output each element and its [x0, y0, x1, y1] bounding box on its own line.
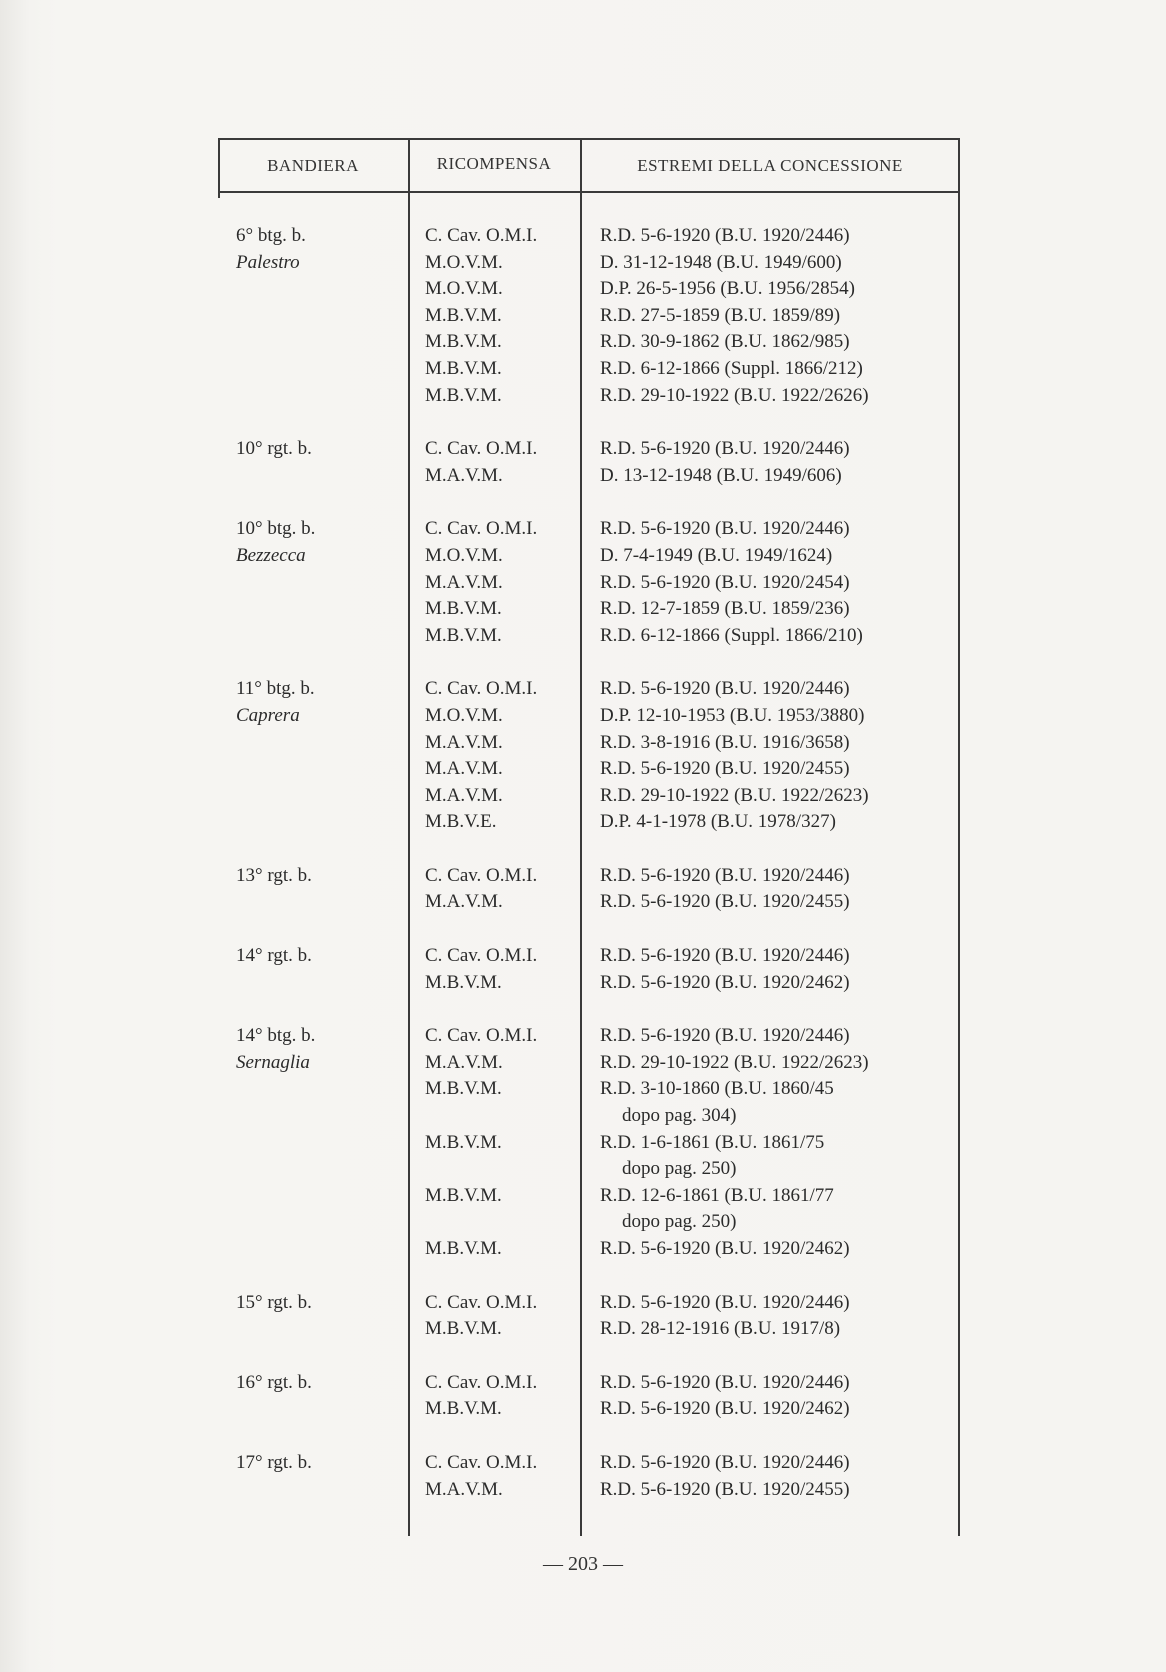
unit-name: Palestro: [236, 251, 300, 273]
reference-cell: R.D. 5-6-1920 (B.U. 1920/2454): [600, 571, 850, 593]
award-cell: M.B.V.M.: [425, 1398, 502, 1420]
table-row: [218, 383, 960, 410]
reference-cell: R.D. 6-12-1866 (Suppl. 1866/210): [600, 624, 863, 646]
reference-cell: R.D. 5-6-1920 (B.U. 1920/2446): [600, 864, 850, 886]
unit-label: 10° btg. b.: [236, 518, 316, 540]
reference-cell: R.D. 30-9-1862 (B.U. 1862/985): [600, 331, 850, 353]
award-cell: M.B.V.M.: [425, 331, 502, 353]
award-cell: M.B.V.M.: [425, 1131, 502, 1153]
award-cell: M.A.V.M.: [425, 731, 503, 753]
award-cell: M.O.V.M.: [425, 544, 503, 566]
table-row: [218, 1396, 960, 1423]
reference-cell-continuation: dopo pag. 250): [622, 1158, 737, 1180]
reference-cell: D. 7-4-1949 (B.U. 1949/1624): [600, 544, 833, 566]
unit-label: 16° rgt. b.: [236, 1371, 312, 1393]
unit-group: [218, 1450, 960, 1503]
reference-cell: R.D. 5-6-1920 (B.U. 1920/2446): [600, 1451, 850, 1473]
award-cell: M.O.V.M.: [425, 704, 503, 726]
award-cell: M.A.V.M.: [425, 464, 503, 486]
reference-cell: R.D. 3-8-1916 (B.U. 1916/3658): [600, 731, 850, 753]
award-cell: M.B.V.M.: [425, 1238, 502, 1259]
reference-cell: R.D. 5-6-1920 (B.U. 1920/2446): [600, 518, 850, 540]
unit-group: [218, 516, 960, 649]
table-row: [218, 623, 960, 650]
award-cell: C. Cav. O.M.I.: [425, 1025, 538, 1047]
reference-cell: R.D. 6-12-1866 (Suppl. 1866/212): [600, 357, 863, 379]
award-cell: C. Cav. O.M.I.: [425, 438, 538, 460]
table-row-continuation: [218, 1209, 960, 1236]
page-number: — 203 —: [543, 1553, 623, 1575]
reference-cell: R.D. 12-7-1859 (B.U. 1859/236): [600, 598, 850, 620]
table-row-continuation: [218, 1103, 960, 1130]
reference-cell-continuation: dopo pag. 250): [622, 1211, 737, 1233]
unit-name: Caprera: [236, 704, 300, 726]
award-cell: M.B.V.M.: [425, 357, 502, 379]
reference-cell: R.D. 29-10-1922 (B.U. 1922/2623): [600, 784, 869, 806]
table-row: [218, 730, 960, 757]
table-row: [218, 1450, 960, 1477]
table-row: [218, 889, 960, 916]
table-row: [218, 1290, 960, 1317]
decorations-table: [218, 138, 960, 1536]
award-cell: M.O.V.M.: [425, 278, 503, 300]
reference-cell: R.D. 5-6-1920 (B.U. 1920/2446): [600, 678, 850, 700]
reference-cell-continuation: dopo pag. 304): [622, 1105, 737, 1127]
reference-cell: D. 31-12-1948 (B.U. 1949/600): [600, 251, 842, 273]
table-row: [218, 863, 960, 890]
reference-cell: R.D. 28-12-1916 (B.U. 1917/8): [600, 1318, 841, 1340]
table-row-continuation: [218, 1156, 960, 1183]
award-cell: C. Cav. O.M.I.: [425, 1291, 538, 1313]
reference-cell: R.D. 1-6-1861 (B.U. 1861/75: [600, 1131, 825, 1153]
award-cell: M.A.V.M.: [425, 758, 503, 780]
table-row: [218, 596, 960, 623]
unit-name: Sernaglia: [236, 1051, 310, 1073]
table-row: [218, 329, 960, 356]
unit-label: 17° rgt. b.: [236, 1451, 312, 1473]
table-top-rule: [218, 138, 960, 140]
reference-cell: D.P. 4-1-1978 (B.U. 1978/327): [600, 811, 836, 833]
reference-cell: R.D. 5-6-1920 (B.U. 1920/2462): [600, 1238, 850, 1259]
award-cell: M.B.V.M.: [425, 971, 502, 993]
reference-cell: R.D. 5-6-1920 (B.U. 1920/2462): [600, 971, 850, 993]
reference-cell: R.D. 5-6-1920 (B.U. 1920/2462): [600, 1398, 850, 1420]
table-row: [218, 356, 960, 383]
award-cell: M.A.V.M.: [425, 891, 503, 913]
table-row: [218, 676, 960, 703]
table-row: [218, 1183, 960, 1210]
award-cell: M.B.V.M.: [425, 1318, 502, 1340]
unit-label: 14° btg. b.: [236, 1025, 316, 1047]
reference-cell: R.D. 5-6-1920 (B.U. 1920/2455): [600, 758, 850, 780]
table-row: [218, 1023, 960, 1050]
award-cell: C. Cav. O.M.I.: [425, 678, 538, 700]
award-cell: M.A.V.M.: [425, 1478, 503, 1500]
award-cell: C. Cav. O.M.I.: [425, 225, 538, 246]
reference-cell: R.D. 5-6-1920 (B.U. 1920/2446): [600, 1025, 850, 1047]
table-row: [218, 1130, 960, 1157]
reference-cell: R.D. 5-6-1920 (B.U. 1920/2455): [600, 891, 850, 913]
award-cell: C. Cav. O.M.I.: [425, 945, 538, 967]
reference-cell: R.D. 29-10-1922 (B.U. 1922/2626): [600, 384, 869, 406]
table-row: [218, 1076, 960, 1103]
table-row: [218, 970, 960, 997]
table-row: [218, 223, 960, 250]
award-cell: C. Cav. O.M.I.: [425, 518, 538, 540]
award-cell: M.A.V.M.: [425, 571, 503, 593]
header-rule-bandiera: [218, 191, 408, 193]
header-bandiera: BANDIERA: [267, 156, 359, 175]
header-rule-estremi: [580, 191, 960, 193]
unit-group: [218, 676, 960, 836]
table-row: [218, 809, 960, 836]
unit-label: 15° rgt. b.: [236, 1291, 312, 1313]
reference-cell: R.D. 27-5-1859 (B.U. 1859/89): [600, 304, 841, 326]
award-cell: C. Cav. O.M.I.: [425, 1371, 538, 1393]
reference-cell: R.D. 29-10-1922 (B.U. 1922/2623): [600, 1051, 869, 1073]
header-rule-ricompensa: [408, 191, 580, 193]
table-row: [218, 570, 960, 597]
award-cell: M.B.V.E.: [425, 811, 497, 833]
table-row: [218, 703, 960, 730]
table-row: [218, 303, 960, 330]
award-cell: M.B.V.M.: [425, 304, 502, 326]
unit-group: [218, 1290, 960, 1343]
reference-cell: D.P. 26-5-1956 (B.U. 1956/2854): [600, 278, 855, 300]
unit-group: [218, 1370, 960, 1423]
reference-cell: R.D. 3-10-1860 (B.U. 1860/45: [600, 1078, 834, 1100]
table-row: [218, 1370, 960, 1397]
unit-label: 14° rgt. b.: [236, 945, 312, 967]
unit-label: 10° rgt. b.: [236, 438, 312, 460]
unit-label: 13° rgt. b.: [236, 864, 312, 886]
table-row: [218, 1316, 960, 1343]
award-cell: C. Cav. O.M.I.: [425, 864, 538, 886]
reference-cell: R.D. 5-6-1920 (B.U. 1920/2446): [600, 945, 850, 967]
unit-group: [218, 1023, 960, 1262]
table-row: [218, 1236, 960, 1263]
reference-cell: R.D. 5-6-1920 (B.U. 1920/2446): [600, 225, 850, 246]
table-row: [218, 436, 960, 463]
header-estremi: ESTREMI DELLA CONCESSIONE: [637, 156, 903, 175]
award-cell: M.O.V.M.: [425, 251, 503, 273]
header-ricompensa: RICOMPENSA: [436, 154, 552, 173]
unit-group: [218, 436, 960, 489]
reference-cell: R.D. 5-6-1920 (B.U. 1920/2455): [600, 1478, 850, 1500]
award-cell: M.B.V.M.: [425, 598, 502, 620]
reference-cell: R.D. 5-6-1920 (B.U. 1920/2446): [600, 1291, 850, 1313]
award-cell: M.A.V.M.: [425, 1051, 503, 1073]
unit-group: [218, 943, 960, 996]
table-row: [218, 463, 960, 490]
award-cell: M.B.V.M.: [425, 1184, 502, 1206]
table-row: [218, 543, 960, 570]
table-row: [218, 516, 960, 543]
table-row: [218, 276, 960, 303]
unit-label: 11° btg. b.: [236, 678, 315, 700]
award-cell: C. Cav. O.M.I.: [425, 1451, 538, 1473]
table-row: [218, 250, 960, 277]
table-row: [218, 943, 960, 970]
award-cell: M.B.V.M.: [425, 384, 502, 406]
reference-cell: D. 13-12-1948 (B.U. 1949/606): [600, 464, 842, 486]
award-cell: M.B.V.M.: [425, 1078, 502, 1100]
table-row: [218, 783, 960, 810]
unit-label: 6° btg. b.: [236, 225, 306, 246]
table-body: [218, 223, 960, 1530]
table-row: [218, 1050, 960, 1077]
unit-group: [218, 863, 960, 916]
unit-name: Bezzecca: [236, 544, 306, 566]
award-cell: M.A.V.M.: [425, 784, 503, 806]
reference-cell: D.P. 12-10-1953 (B.U. 1953/3880): [600, 704, 865, 726]
unit-group: [218, 223, 960, 409]
reference-cell: R.D. 12-6-1861 (B.U. 1861/77: [600, 1184, 834, 1206]
reference-cell: R.D. 5-6-1920 (B.U. 1920/2446): [600, 1371, 850, 1393]
award-cell: M.B.V.M.: [425, 624, 502, 646]
reference-cell: R.D. 5-6-1920 (B.U. 1920/2446): [600, 438, 850, 460]
table-row: [218, 756, 960, 783]
table-row: [218, 1477, 960, 1504]
